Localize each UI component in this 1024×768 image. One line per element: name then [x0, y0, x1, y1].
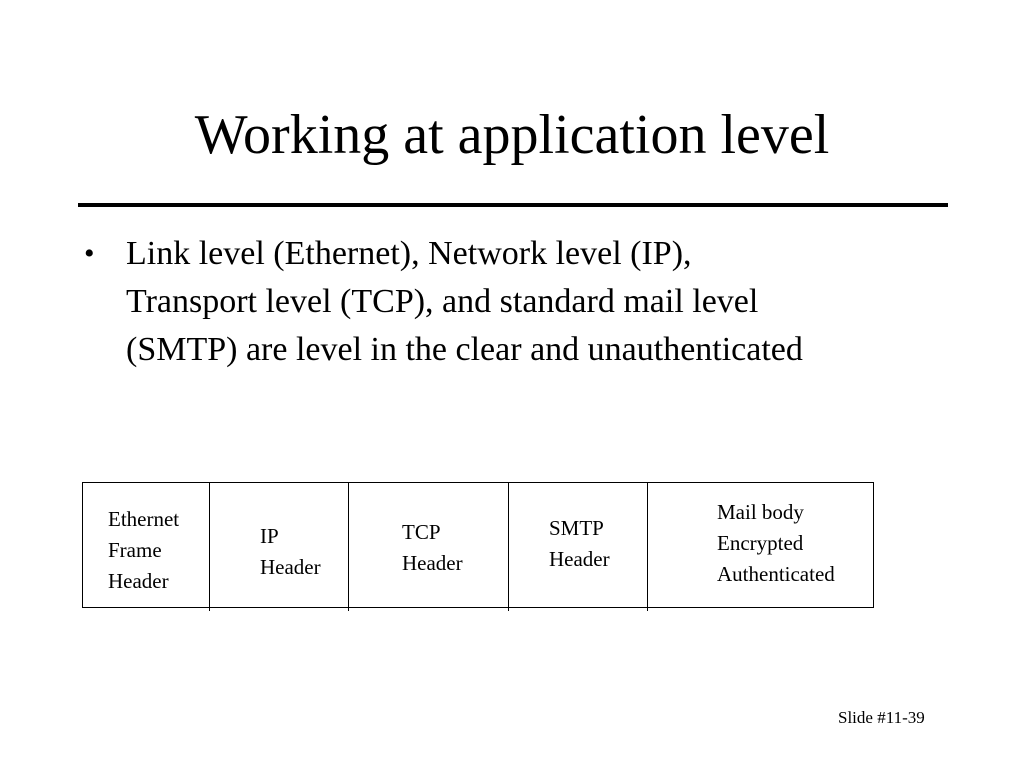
ethernet-frame-header-cell [108, 504, 179, 597]
slide-number: Slide #11-39 [838, 708, 925, 727]
cell-line: Header [108, 569, 169, 593]
cell-line: Mail body [717, 500, 804, 524]
bullet-line: Transport level (TCP), and standard mail level [126, 283, 759, 320]
mail-body-cell [717, 497, 835, 590]
bullet-list [84, 230, 944, 374]
cell-line: IP [260, 524, 279, 548]
packet-diagram [82, 482, 874, 608]
bullet-line: Link level (Ethernet), Network level (IP), [126, 235, 692, 272]
ip-header-cell [260, 521, 321, 583]
packet-divider [348, 483, 349, 611]
packet-divider [647, 483, 648, 611]
cell-line: TCP [402, 520, 441, 544]
cell-line: Authenticated [717, 562, 835, 586]
cell-line: Header [402, 551, 463, 575]
bullet-dot-icon: • [84, 237, 95, 270]
slide-title: Working at application level [194, 104, 830, 166]
cell-line: Ethernet [108, 507, 180, 531]
cell-line: Header [260, 555, 321, 579]
bullet-line: (SMTP) are level in the clear and unauthenticated [126, 331, 803, 368]
cell-line: Encrypted [717, 531, 804, 555]
cell-line: Frame [108, 538, 162, 562]
cell-line: SMTP [549, 516, 604, 540]
packet-divider [508, 483, 509, 611]
tcp-header-cell [402, 517, 463, 579]
title-underline [78, 203, 948, 207]
bullet-item [84, 230, 944, 374]
smtp-header-cell [549, 513, 610, 575]
packet-divider [209, 483, 210, 611]
cell-line: Header [549, 547, 610, 571]
